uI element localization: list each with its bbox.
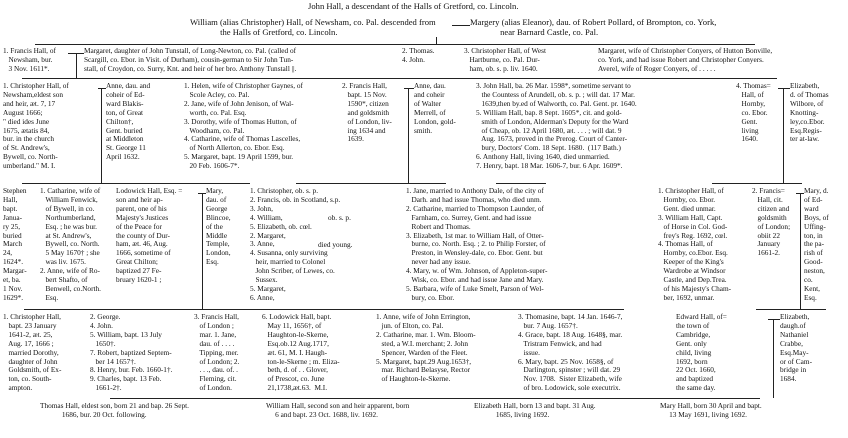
william-hall-heir-entry: William Hall, second son and heir apparent, born 6 and bapt. 23 Oct. 1688, liv. 1692. <box>266 401 410 419</box>
elizabeth-wilbore-entry: Elizabeth, d. of Thomas Wilbore, of Knotting- ley,co.Ebor. Esq.Regis- ter at-law. <box>790 81 829 144</box>
sibling-bar <box>756 309 826 310</box>
margaret-tunstall-entry: Margaret, daughter of John Tunstall, of Long-Newton, co. Pal. (called of Scargill, co. Ebor. in Visit. of Durham), cousin-german to Sir John Tun- stall, of Croydon, co. Surry, Knt. and heir of her bro. Anthony Tunstall ||. <box>84 46 297 73</box>
lodowick-hall-younger-entry: 6. Lodowick Hall, bapt. May 11, 1656†, of Haughton-le-Skerne, Esq.ob.12 Aug.1717, æt. 61, M. I. Haugh- ton-le-Skerne ; m. Eliza- beth, d. of . . Glover, of Prescot, co. June 21,1738,æt.63. M.I. <box>262 312 340 393</box>
sibling-bar <box>22 78 777 79</box>
descent-line <box>76 54 77 78</box>
thomas-john-entry: 2. Thomas. 4. John. <box>402 46 435 64</box>
marriage-line <box>404 88 414 89</box>
stephen-hall-entry: Stephen Hall, bapt. Janua- ry 25, buried March 24, 1624*. Margar- et, ba. 1 Nov. 1629*. <box>3 186 27 302</box>
daughters-entry: 1. Helen, wife of Christopher Gaynes, of Scole Acley, co. Pal. 2. Jane, wife of John Jenison, of Wal- worth, co. Pal. Esq. 3. Dorothy, wife of Thomas Hutton, of Woodham, co. Pal. 4. Catharine, wife of Thomas Lascelles, of North Allerton, co. Ebor. Esq. 5. Margaret, bapt. 19 April 1599, bur. 20 Feb. 1606-7*. <box>184 81 303 171</box>
sibling-bar <box>496 183 546 184</box>
descent-line <box>783 89 784 183</box>
margaret-conyers-entry: Margaret, wife of Christopher Conyers, of Hutton Bonville, co. York, and had issue Robert and Christopher Conyers. Averel, wife of Roger Conyers, of . . . . . <box>598 46 773 73</box>
thomas-hall-eldest-entry: Thomas Hall, eldest son, born 21 and bap. 26 Sept. 1686, bur. 20 Oct. following. <box>40 401 189 419</box>
descent-line <box>202 194 203 309</box>
elizabeth-crabbe-entry: Elizabeth, daugh.of Nathaniel Crabbe, Esq.May- or of Cam- bridge in 1684. <box>780 312 813 384</box>
anne-merrell-entry: Anne, dau. and coheir of Walter Merrell, of London, gold- smith. <box>414 81 456 135</box>
children-of-francis-entry: 1. Christopher, ob. s. p. 2. Francis, ob. in Scotland, s.p. 3. John, 4. William, 5. Elizabeth, ob. cœl. 2. Margaret, 3. Anne, 4. Susanna, only surviving heir, married to Colonel John Scriber, of Lewes, co. Sussex. 5. Margaret, 6. Anne, <box>250 186 341 302</box>
marriage-line <box>778 88 790 89</box>
descent-line <box>101 89 102 183</box>
sibling-bar <box>712 183 802 184</box>
francis-hall-london-entry: 3. Francis Hall, of London ; mar. 1. Jane, dau. of . . . . Tipping, mer. of London; 2. . . ., dau. of. . Fleming, cit. of London. <box>194 312 240 393</box>
children-of-john-entry: 1. Jane, married to Anthony Dale, of the city of Darh. and had issue Thomas, who died unm. 2. Catharine, married to Thompson Launder, of Farnham, co. Surrey, Gent. and had issue Robert and Thomas. 3. Elizabeth, 1st mar. to William Hall, of Otter- burne, co. North. Esq. ; 2. to Philip Forster, of Preston, in Wensley-dale, co. Ebor. Gent. but never had any issue. 4. Mary, w. of Wm. Johnson, of Appleton-super- Wisk, co. Ebor. and had issue Jane and Mary. 5. Barbara, wife of Luke Smelt, Parson of Wel- bury, co. Ebor. <box>406 186 548 302</box>
descent-line <box>773 320 774 398</box>
sibling-bar <box>35 44 755 45</box>
daughters-of-lodowick-entry: 1. Anne, wife of John Errington, jun. of Elton, co. Pal. 2. Catharine, mar. 1. Wm. Bloom- sted, a W.I. merchant; 2. John Spencer, Warden of the Fleet. 5. Margaret, bapt.29 Aug.1653†, mar. Richard Belasyse, Rector of Haughton-le-Skerne. <box>376 312 476 384</box>
elizabeth-hall-entry: Elizabeth Hall, born 13 and bapt. 31 Aug. 1685, living 1692. <box>474 401 596 419</box>
mary-hall-entry: Mary Hall, born 30 April and bapt. 13 May 1691, living 1692. <box>660 401 762 419</box>
pedigree-title: John Hall, a descendant of the Halls of Gretford, co. Lincoln. <box>308 1 519 11</box>
brace-died-young: died young. <box>318 240 353 249</box>
william-hall-entry: William (alias Christopher) Hall, of Newsham, co. Pal. descended from the Halls of Gretford, co. Lincoln. <box>190 17 436 37</box>
descent-line <box>436 37 437 44</box>
margery-pollard-entry: Margery (alias Eleanor), dau. of Robert Pollard, of Brompton, co. York, near Barnard Castle, co. Pal. <box>470 17 717 37</box>
catharine-anne-entry: 1. Catharine, wife of William Fenwick, of Bywell, in co. Northumberland, Esq. ; he was bur. at St. Andrew's, Bywell, co. North. 5 May 1670† ; she was liv. 1675. 2. Anne, wife of Ro- bert Shafto, of Benwell, co.North. Esq. <box>40 186 101 302</box>
marriage-line <box>98 88 106 89</box>
descent-line <box>800 194 801 309</box>
daughters-of-lodowick-continued-entry: 3. Thomasine, bapt. 14 Jan. 1646-7, bur. 7 Aug. 1657†. 4. Grace, bapt. 18 Aug. 1648§, mar. Tristram Fenwick, and had issue. 6. Mary, bapt. 25 Nov. 1658§, of Darlington, spinster ; will dat. 29 Nov. 1708. Sister Elizabeth, wife of bro. Lodowick, sole executrix. <box>518 312 623 393</box>
francis-hall-entry: 1. Francis Hall, of Newsham, bur. 3 Nov. 1611*. <box>3 46 56 73</box>
children-of-thomas-entry: 1. Christopher Hall, of Hornby, co. Ebor. Gent. died unmar. 3. William Hall, Capt. of Horse in Col. God- frey's Reg. 1692, cœl. 4. Thomas Hall, of Hornby, co.Ebor. Esq. Keeper of the King's Wardrobe at Windsor Castle, and Dep.Trea. of his Majesty's Cham- ber, 1692, unmar. <box>658 186 732 302</box>
marriage-line <box>452 25 470 26</box>
brace-ob-sp: ob. s. p. <box>328 213 351 222</box>
younger-sons-entry: 3. John Hall, ba. 26 Mar. 1598*, sometime servant to the Countess of Arundell, ob. s. p. ; will dat. 17 Mar. 1639,then by.ed of Walworth, co. Pal. Gent. pr. 1640. 5. William Hall, bap. 8 Sept. 1605*, cit. and gold- smith of London, Alderman's Deputy for the Ward of Cheap, ob. 12 April 1680, æt. . . . ; will dat. 9 Aug. 1673, proved in the Prerog. Court of Canter- bury, Doctors' Com. 18 Sept. 1680. (117 Bath.) 6. Anthony Hall, living 1640, died unmarried. 7. Henry, bapt. 18 Mar. 1606-7, bur. 6 Apr. 1609*. <box>476 81 637 171</box>
lodowick-hall-entry: Lodowick Hall, Esq. = son and heir ap- parent, one of his Majesty's Justices of the Peace for the county of Dur- ham, æt. 46, Aug. 1666, sometime of Great Chilton; baptized 27 Fe- bruary 1620-1 ; <box>116 186 183 285</box>
christopher-west-hartburne-entry: 3. Christopher Hall, of West Hartburne, co. Pal. Dur- ham, ob. s. p. liv. 1640. <box>464 46 546 73</box>
sibling-bar <box>296 183 446 184</box>
thomas-hall-hornby-entry: 4. Thomas= Hall, of Hornby, co. Ebor. Gent. living 1640. <box>736 81 771 144</box>
sibling-bar <box>22 183 250 184</box>
francis-hall-goldsmith-entry: 2. Francis Hall, bapt. 15 Nov. 1590*, citizen and goldsmith of London, liv- ing 1634 and 1639. <box>342 81 392 144</box>
christopher-hall-newsham-entry: 1. Christopher Hall, of Newsham,eldest son and heir, æt. 7, 17 August 1666; " died ides June 1675, ætatis 84, bur. in the church of St. Andrew's, Bywell, co. North- umberland." M. I. <box>3 81 69 171</box>
sibling-bar <box>110 398 760 399</box>
descent-line <box>408 89 409 183</box>
francis-hall-younger-entry: 2. Francis= Hall, cit. citizen and goldsmith of London; obiit 22 January 1661-2. <box>752 186 791 258</box>
sons-of-lodowick-entry: 2. George. 4. John. 5. William, bapt. 13 July 1650†. 7. Robert, baptized Septem- ber 14 1657†. 8. Henry, bur. Feb. 1660-1†. 9. Charles, bapt. 13 Feb. 1661-2†. <box>90 312 173 393</box>
marriage-line <box>768 319 780 320</box>
sibling-bar <box>24 309 624 310</box>
edward-hall-entry: Edward Hall, of= the town of Cambridge, Gent. only child, living 1692, born 22 Oct. 1660, and baptized the same day. <box>676 312 727 393</box>
mary-blincoe-entry: Mary, dau. of George Blincoe, of the Middle Temple, London, Esq. <box>206 186 231 267</box>
christopher-hall-entry: 1. Christopher Hall, bapt. 23 January 1641-2, æt. 25, Aug. 17, 1666 ; married Dorothy, daughter of John Goldsmith, of Ex- ton, co. South- ampton. <box>3 312 62 393</box>
anne-blakiston-entry: Anne, dau. and coheir of Ed- ward Blakis- ton, of Great Chilton†, Gent. buried at Middleton St. George 11 April 1632. <box>106 81 151 162</box>
mary-boys-entry: Mary, d. of Ed- ward Boys, of Uffing- ton, in the pa- rish of Good- neston, co. Kent, Esq. <box>804 186 829 302</box>
